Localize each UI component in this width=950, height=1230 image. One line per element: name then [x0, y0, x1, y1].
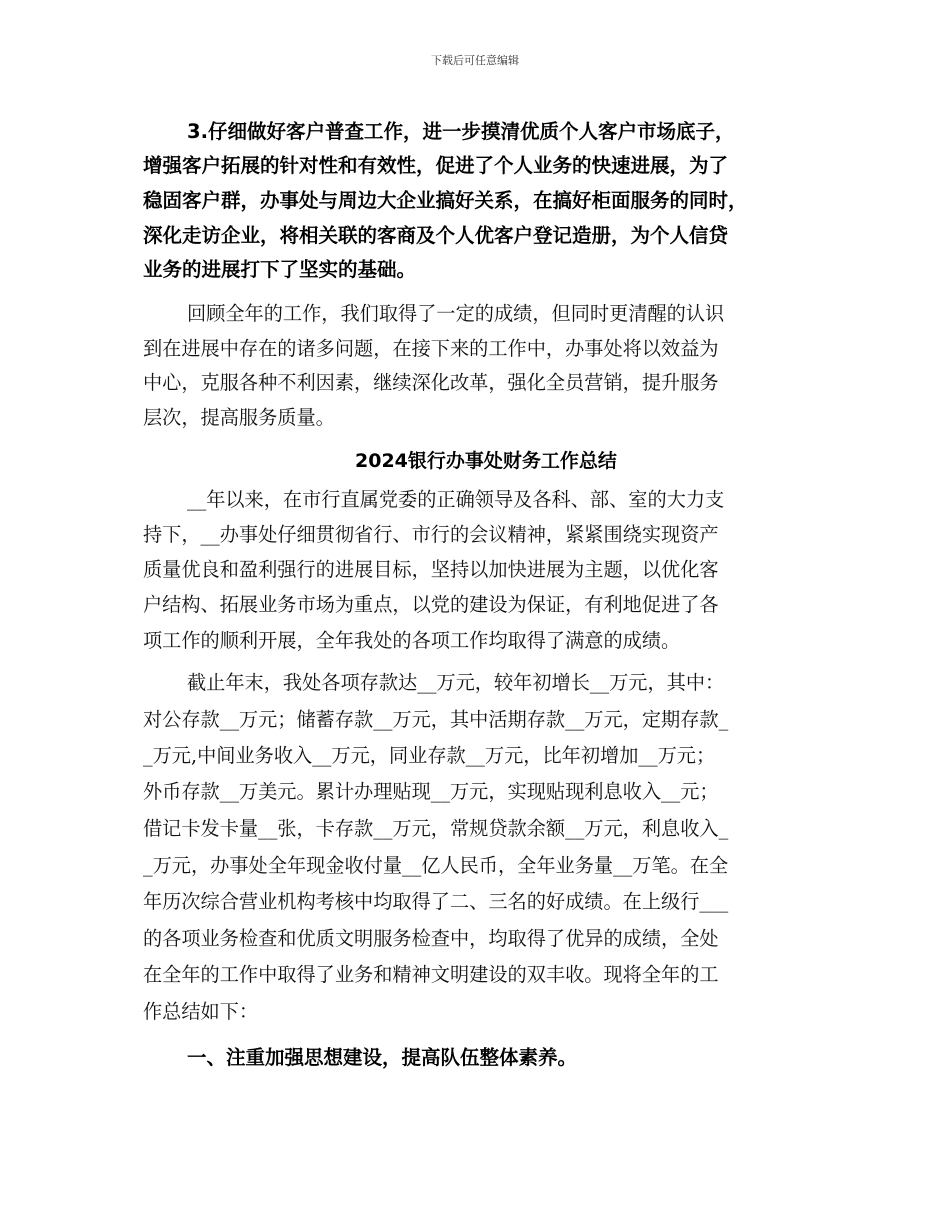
- paragraph-line: 稳固客户群，办事处与周边大企业搞好关系，在搞好柜面服务的同时，: [143, 189, 748, 212]
- paragraph-line: _万元,中间业务收入__万元，同业存款__万元，比年初增加__万元；: [143, 744, 716, 767]
- paragraph-line: 回顾全年的工作，我们取得了一定的成绩，但同时更清醒的认识: [187, 302, 725, 325]
- paragraph-line: 深化走访企业，将相关联的客商及个人优客户登记造册，为个人信贷: [143, 224, 729, 247]
- paragraph-line: 增强客户拓展的针对性和有效性，促进了个人业务的快速进展，为了: [143, 154, 729, 177]
- section-heading-1: 一、注重加强思想建设，提高队伍整体素养。: [187, 1046, 578, 1069]
- paragraph-line: __年以来，在市行直属党委的正确领导及各科、部、室的大力支: [187, 488, 725, 511]
- paragraph-line: 层次，提高服务质量。: [143, 406, 335, 429]
- paragraph-line: 年历次综合营业机构考核中均取得了二、三名的好成绩。在上级行___: [143, 890, 729, 913]
- paragraph-line: 质量优良和盈利强行的进展目标，坚持以加快进展为主题，以优化客: [143, 558, 719, 581]
- paragraph-line: 项工作的顺利开展，全年我处的各项工作均取得了满意的成绩。: [143, 629, 681, 652]
- document-title: 2024银行办事处财务工作总结: [355, 450, 617, 472]
- paragraph-line: 在全年的工作中取得了业务和精神文明建设的双丰收。现将全年的工: [143, 963, 719, 986]
- paragraph-line: 中心，克服各种不利因素，继续深化改革，强化全员营销，提升服务: [143, 371, 719, 394]
- paragraph-line: 外币存款__万美元。累计办理贴现__万元，实现贴现利息收入__元；: [143, 780, 719, 803]
- paragraph-line: 的各项业务检查和优质文明服务检查中，均取得了优异的成绩，全处: [143, 927, 719, 950]
- paragraph-line: 业务的进展打下了坚实的基础。: [143, 258, 417, 281]
- paragraph-line: 截止年末，我处各项存款达__万元，较年初增长__万元，其中：: [187, 671, 725, 694]
- paragraph-line: 户结构、拓展业务市场为重点，以党的建设为保证，有利地促进了各: [143, 593, 719, 616]
- paragraph-line: 到在进展中存在的诸多问题，在接下来的工作中，办事处将以效益为: [143, 337, 719, 360]
- paragraph-line: 借记卡发卡量__张，卡存款__万元，常规贷款余额__万元，利息收入_: [143, 817, 729, 840]
- paragraph-line: 持下，__办事处仔细贯彻省行、市行的会议精神，紧紧围绕实现资产: [143, 523, 719, 546]
- paragraph-line: 作总结如下：: [143, 1000, 259, 1023]
- paragraph-line: 3.仔细做好客户普查工作，进一步摸清优质个人客户市场底子，: [187, 120, 735, 143]
- paragraph-line: _万元，办事处全年现金收付量__亿人民币，全年业务量__万笔。在全: [143, 854, 729, 877]
- paragraph-line: 对公存款__万元；储蓄存款__万元，其中活期存款__万元，定期存款_: [143, 708, 729, 731]
- page-header: 下载后可任意编辑: [431, 54, 519, 67]
